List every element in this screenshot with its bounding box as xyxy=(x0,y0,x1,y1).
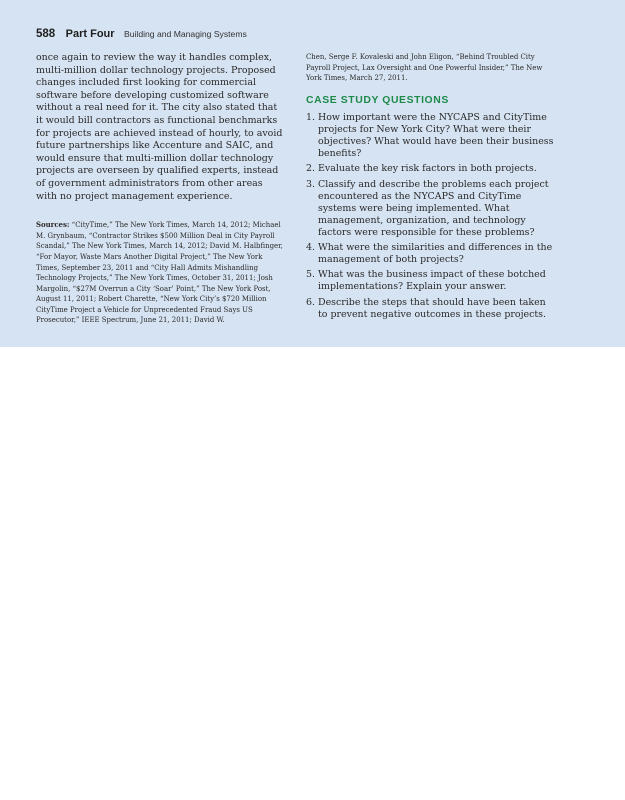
question-number: 2. xyxy=(306,163,316,175)
running-header xyxy=(36,24,247,42)
question-item xyxy=(306,163,558,175)
question-number: 3. xyxy=(306,178,316,190)
question-number: 1. xyxy=(306,111,316,123)
right-column xyxy=(306,52,558,324)
question-item xyxy=(306,112,558,160)
question-number: 5. xyxy=(306,269,316,281)
question-text: What was the business impact of these botched implementations? Explain your answer. xyxy=(318,269,546,293)
sources-continued: Chen, Serge F. Kovaleski and John Eligon, “Behind Troubled City Payroll Project, Lax Oversight and One Powerful Insider,” The New York Times, March 27, 2011. xyxy=(306,53,543,83)
question-number: 6. xyxy=(306,296,316,308)
question-item xyxy=(306,297,558,321)
left-column xyxy=(36,52,286,326)
question-text: Evaluate the key risk factors in both projects. xyxy=(318,163,537,175)
sources-note xyxy=(36,220,286,326)
part-label: Part Four xyxy=(65,28,115,40)
question-item xyxy=(306,242,558,266)
question-item xyxy=(306,179,558,239)
question-text: Describe the steps that should have been taken to prevent negative outcomes in these projects. xyxy=(318,296,547,320)
question-text: What were the similarities and differences in the management of both projects? xyxy=(318,241,553,265)
sources-text: “CityTime,” The New York Times, March 14, 2012; Michael M. Grynbaum, “Contractor Strikes $500 Million Deal in City Payroll Scandal,” The New York Times, March 14, 2012; David M. Halbfinger, “For Mayor, Waste Mars Another Digital Project,” The New York Times, September 23, 2011 and “City Hall Admits Mishandling Technology Projects,” The New York Times, October 31, 2011; Josh Margolin, “$27M Overrun a City ‘Soar’ Point,” The New York Post, August 11, 2011; Robert Charette, “New York City’s $720 Million CityTime Project a Vehicle for Unprecedented Fraud Says US Prosecutor,” IEEE Spectrum, June 21, 2011; David W. xyxy=(36,221,283,325)
question-text: How important were the NYCAPS and CityTime projects for New York City? What were their objectives? What would have been their business benefits? xyxy=(318,111,554,159)
sources-label: Sources: xyxy=(36,220,70,230)
case-study-questions-heading: CASE STUDY QUESTIONS xyxy=(306,94,449,106)
page-number: 588 xyxy=(36,28,56,40)
questions-list xyxy=(306,112,558,321)
question-item xyxy=(306,269,558,293)
question-number: 4. xyxy=(306,241,316,253)
question-text: Classify and describe the problems each project encountered as the NYCAPS and CityTime systems were being implemented. What management, organization, and technology factors were responsible for these problems? xyxy=(318,178,549,238)
part-subtitle: Building and Managing Systems xyxy=(124,29,247,39)
body-paragraph: once again to review the way it handles complex, multi-million dollar technology projects. Proposed changes included first looking for commercial software before developing customized software without a real need for it. The city also stated that it would bill contractors as functional benchmarks for projects are achieved instead of hourly, to avoid future partnerships like Accenture and SAIC, and would ensure that multi-million dollar technology projects are overseen by qualified experts, instead of government administrators from other areas with no project management experience. xyxy=(36,52,283,202)
